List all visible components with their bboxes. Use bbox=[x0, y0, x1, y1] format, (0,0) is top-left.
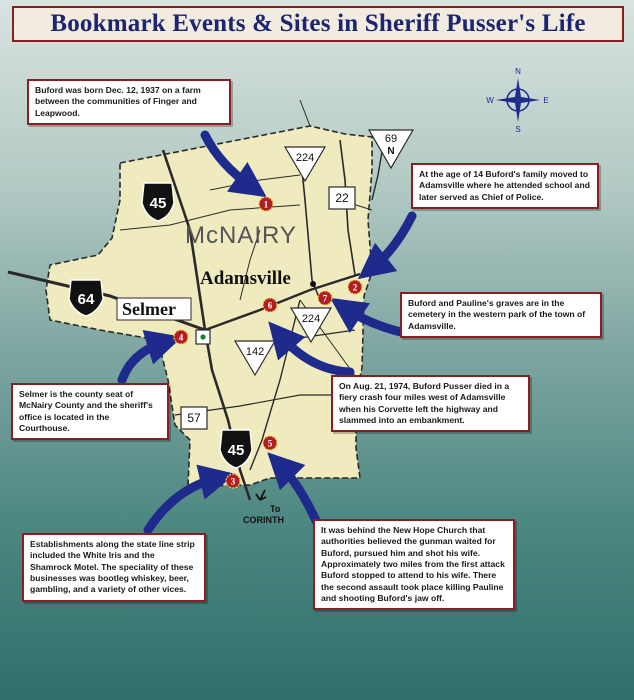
town-selmer: Selmer bbox=[122, 299, 176, 319]
compass-w: W bbox=[486, 96, 494, 105]
marker-5[interactable] bbox=[263, 436, 277, 450]
callout-birth-text: Buford was born Dec. 12, 1937 on a farm between the communities of Finger and Leapwood. bbox=[35, 85, 201, 118]
callout-crash-text: On Aug. 21, 1974, Buford Pusser died in a fiery crash four miles west of Adamsville when his Corvette left the highway and slammed into an embankment. bbox=[339, 381, 510, 426]
callout-ambush-text: It was behind the New Hope Church that authorities believed the gunman waited for Buford, pursued him and shot his wife. Approximately two miles from the first attack Buford stopped to attend to his wife. There the second assault took place killing Pauline and shooting Buford's jaw off. bbox=[321, 525, 505, 604]
marker-7-label: 7 bbox=[322, 293, 328, 304]
marker-2-label: 2 bbox=[352, 282, 358, 293]
compass-n: N bbox=[515, 67, 521, 76]
callout-graves bbox=[400, 292, 602, 338]
arrow-to-marker-3 bbox=[148, 478, 218, 530]
selmer-courthouse-dot bbox=[200, 334, 205, 339]
route-142-label: 142 bbox=[245, 346, 265, 358]
route-224-mid-label: 224 bbox=[301, 313, 321, 325]
route-57-label: 57 bbox=[187, 411, 201, 425]
callout-state-line-text: Establishments along the state line strip included the White Iris and the Shamrock Motel. The speciality of these businesses was bootleg whiskey, beer, gambling, and a variety of other vices. bbox=[30, 539, 195, 595]
marker-3[interactable] bbox=[226, 474, 240, 488]
destination-corinth: CORINTH bbox=[243, 515, 284, 525]
callout-graves-text: Buford and Pauline's graves are in the cemetery in the western park of the town of Adamsville. bbox=[408, 298, 586, 331]
adamsville-dot bbox=[310, 281, 316, 287]
destination-to: To bbox=[270, 504, 281, 514]
marker-4[interactable] bbox=[174, 330, 188, 344]
marker-6[interactable] bbox=[263, 298, 277, 312]
route-224-top-label: 224 bbox=[295, 152, 315, 164]
route-45-upper-label: 45 bbox=[149, 195, 167, 212]
page-title: Bookmark Events & Sites in Sheriff Pusser's Life bbox=[50, 10, 586, 37]
marker-3-label: 3 bbox=[230, 476, 236, 487]
compass-e: E bbox=[543, 96, 549, 105]
arrow-to-marker-4 bbox=[122, 342, 165, 380]
county-label: McNAIRY bbox=[185, 222, 297, 249]
marker-7[interactable] bbox=[318, 291, 332, 305]
callout-birth bbox=[27, 79, 231, 125]
callout-crash bbox=[331, 375, 530, 432]
marker-4-label: 4 bbox=[178, 332, 184, 343]
town-adamsville: Adamsville bbox=[200, 268, 291, 289]
callout-state-line bbox=[22, 533, 206, 602]
callout-selmer bbox=[11, 383, 169, 440]
arrow-to-marker-2 bbox=[372, 216, 412, 268]
route-69-marker bbox=[369, 130, 413, 168]
route-69-direction: N bbox=[387, 146, 395, 157]
compass-s: S bbox=[515, 125, 521, 134]
callout-ambush bbox=[313, 519, 515, 610]
callout-adamsville-move bbox=[411, 163, 599, 209]
callout-selmer-text: Selmer is the county seat of McNairy County and the sheriff's office is located in the Courthouse. bbox=[19, 389, 153, 434]
route-22-label: 22 bbox=[335, 191, 349, 205]
marker-2[interactable] bbox=[348, 280, 362, 294]
compass-rose bbox=[486, 67, 548, 134]
route-45-lower-label: 45 bbox=[227, 442, 245, 459]
marker-6-label: 6 bbox=[267, 300, 273, 311]
marker-5-label: 5 bbox=[267, 438, 273, 449]
route-57-marker bbox=[181, 407, 207, 429]
marker-1[interactable] bbox=[259, 197, 273, 211]
callout-adamsville-move-text: At the age of 14 Buford's family moved to Adamsville where he attended school and later served as Chief of Police. bbox=[419, 169, 590, 202]
route-22-marker bbox=[329, 187, 355, 209]
route-69-label: 69 bbox=[384, 133, 398, 145]
route-64-label: 64 bbox=[77, 291, 95, 308]
corinth-arrow-icon bbox=[256, 490, 266, 500]
marker-1-label: 1 bbox=[263, 199, 269, 210]
